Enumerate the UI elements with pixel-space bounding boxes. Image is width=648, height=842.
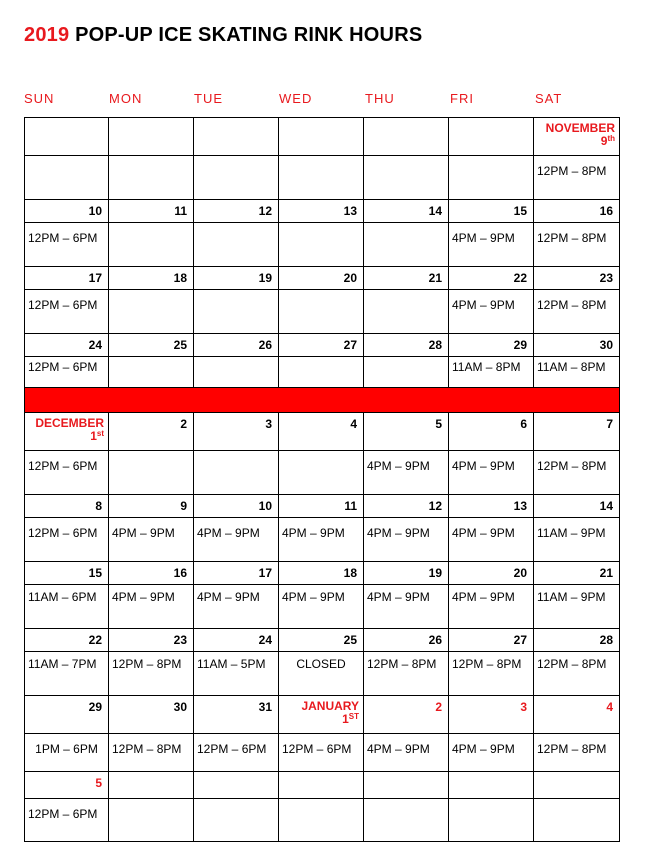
hours-cell bbox=[449, 451, 534, 494]
date-number: 18 bbox=[343, 566, 357, 580]
date-cell bbox=[24, 772, 109, 798]
hours-cell bbox=[24, 518, 109, 561]
date-cell bbox=[534, 495, 620, 517]
hours-cell bbox=[24, 585, 109, 628]
hours-text: 4PM – 9PM bbox=[452, 742, 515, 756]
month-label bbox=[546, 122, 615, 148]
closed-label: CLOSED bbox=[296, 657, 346, 671]
title-text: POP-UP ICE SKATING RINK HOURS bbox=[75, 24, 423, 46]
date-cell bbox=[534, 696, 620, 733]
hours-text: 11AM – 9PM bbox=[537, 590, 606, 604]
hours-cell bbox=[24, 799, 109, 841]
date-cell bbox=[534, 772, 620, 798]
week-date-row bbox=[24, 200, 620, 223]
date-cell bbox=[194, 118, 279, 155]
hours-cell bbox=[364, 585, 449, 628]
date-cell bbox=[534, 334, 620, 356]
date-cell bbox=[534, 413, 620, 450]
hours-cell bbox=[279, 357, 364, 387]
weekday-fri: FRI bbox=[450, 91, 474, 106]
date-cell bbox=[194, 696, 279, 733]
hours-cell bbox=[109, 585, 194, 628]
hours-cell bbox=[24, 734, 109, 771]
hours-cell bbox=[364, 652, 449, 695]
date-number: 11 bbox=[344, 499, 357, 513]
week-date-row bbox=[24, 696, 620, 734]
date-cell bbox=[194, 562, 279, 584]
hours-text: 4PM – 9PM bbox=[282, 590, 345, 604]
date-cell bbox=[194, 413, 279, 450]
date-cell bbox=[364, 200, 449, 222]
hours-cell bbox=[534, 156, 620, 199]
date-cell bbox=[364, 267, 449, 289]
hours-cell bbox=[534, 290, 620, 333]
title-year: 2019 bbox=[24, 24, 70, 46]
date-number: 16 bbox=[599, 204, 613, 218]
hours-cell bbox=[449, 357, 534, 387]
week-date-row bbox=[24, 413, 620, 451]
hours-cell bbox=[534, 734, 620, 771]
hours-cell bbox=[449, 734, 534, 771]
date-number: 27 bbox=[343, 338, 357, 352]
hours-cell bbox=[364, 799, 449, 841]
hours-text: 12PM – 6PM bbox=[28, 459, 98, 473]
week-hours-row bbox=[24, 357, 620, 388]
date-number: 28 bbox=[599, 633, 613, 647]
date-number: 12 bbox=[428, 499, 442, 513]
hours-cell bbox=[194, 290, 279, 333]
date-cell bbox=[449, 334, 534, 356]
date-cell bbox=[109, 696, 194, 733]
date-cell bbox=[194, 772, 279, 798]
month-name: NOVEMBER bbox=[545, 121, 615, 135]
hours-text: 4PM – 9PM bbox=[367, 742, 430, 756]
hours-text: 11AM – 8PM bbox=[537, 360, 606, 374]
day-ordinal-suffix: th bbox=[607, 134, 615, 143]
hours-text: 12PM – 8PM bbox=[537, 742, 607, 756]
hours-text: 12PM – 8PM bbox=[367, 657, 437, 671]
date-cell bbox=[194, 629, 279, 651]
date-cell bbox=[24, 696, 109, 733]
date-cell bbox=[449, 696, 534, 733]
hours-text: 4PM – 9PM bbox=[452, 526, 515, 540]
weekday-sun: SUN bbox=[24, 91, 55, 106]
date-cell bbox=[364, 334, 449, 356]
week-hours-row bbox=[24, 585, 620, 629]
date-cell bbox=[449, 200, 534, 222]
hours-text: 4PM – 9PM bbox=[452, 231, 515, 245]
hours-cell bbox=[24, 223, 109, 266]
hours-text: 12PM – 6PM bbox=[197, 742, 267, 756]
date-cell bbox=[534, 200, 620, 222]
date-cell bbox=[194, 334, 279, 356]
date-number: 21 bbox=[599, 566, 613, 580]
hours-text: 12PM – 8PM bbox=[537, 231, 607, 245]
date-number: 19 bbox=[258, 271, 272, 285]
hours-text: 12PM – 6PM bbox=[28, 526, 98, 540]
hours-cell bbox=[279, 799, 364, 841]
hours-cell bbox=[279, 290, 364, 333]
hours-text: 4PM – 9PM bbox=[367, 526, 430, 540]
week-hours-row bbox=[24, 799, 620, 842]
hours-cell bbox=[109, 518, 194, 561]
date-number: 22 bbox=[88, 633, 102, 647]
date-cell bbox=[279, 267, 364, 289]
hours-text: 12PM – 6PM bbox=[28, 360, 98, 374]
date-number: 13 bbox=[343, 204, 357, 218]
hours-text: 11AM – 7PM bbox=[28, 657, 97, 671]
date-cell bbox=[364, 495, 449, 517]
hours-cell bbox=[194, 652, 279, 695]
hours-text: 11AM – 8PM bbox=[452, 360, 521, 374]
hours-text: 11AM – 6PM bbox=[28, 590, 97, 604]
date-cell bbox=[364, 772, 449, 798]
month-first-day bbox=[35, 430, 104, 443]
date-cell bbox=[24, 495, 109, 517]
hours-text: 12PM – 8PM bbox=[112, 657, 182, 671]
date-number: 25 bbox=[173, 338, 187, 352]
date-number: 6 bbox=[520, 417, 527, 431]
hours-cell bbox=[364, 156, 449, 199]
date-number: 11 bbox=[174, 204, 187, 218]
hours-cell bbox=[449, 290, 534, 333]
date-cell bbox=[109, 200, 194, 222]
hours-cell bbox=[24, 357, 109, 387]
date-number: 24 bbox=[88, 338, 102, 352]
weekday-mon: MON bbox=[109, 91, 143, 106]
date-number: 26 bbox=[428, 633, 442, 647]
date-number: 19 bbox=[428, 566, 442, 580]
hours-cell bbox=[24, 156, 109, 199]
date-cell bbox=[364, 562, 449, 584]
date-cell bbox=[24, 267, 109, 289]
date-number: 3 bbox=[520, 700, 527, 714]
date-number: 2 bbox=[435, 700, 442, 714]
month-label bbox=[35, 417, 104, 443]
date-cell bbox=[279, 696, 364, 733]
date-cell bbox=[279, 562, 364, 584]
date-cell bbox=[24, 629, 109, 651]
hours-cell bbox=[24, 451, 109, 494]
hours-cell bbox=[534, 451, 620, 494]
date-number: 20 bbox=[343, 271, 357, 285]
date-number: 21 bbox=[428, 271, 442, 285]
date-cell bbox=[364, 629, 449, 651]
date-cell bbox=[279, 334, 364, 356]
hours-cell bbox=[194, 518, 279, 561]
hours-cell bbox=[534, 518, 620, 561]
weekday-sat: SAT bbox=[535, 91, 563, 106]
date-cell bbox=[449, 629, 534, 651]
month-name: JANUARY bbox=[301, 699, 359, 713]
date-number: 20 bbox=[513, 566, 527, 580]
date-cell bbox=[279, 118, 364, 155]
date-number: 8 bbox=[95, 499, 102, 513]
day-ordinal-suffix: ST bbox=[348, 712, 359, 721]
hours-cell bbox=[449, 518, 534, 561]
date-cell bbox=[449, 562, 534, 584]
hours-cell bbox=[109, 652, 194, 695]
hours-cell bbox=[194, 223, 279, 266]
date-number: 4 bbox=[606, 700, 613, 714]
date-number: 27 bbox=[513, 633, 527, 647]
week-date-row bbox=[24, 267, 620, 290]
date-cell bbox=[279, 200, 364, 222]
date-cell bbox=[534, 267, 620, 289]
hours-text: 4PM – 9PM bbox=[112, 590, 175, 604]
date-number: 5 bbox=[435, 417, 442, 431]
month-name: DECEMBER bbox=[35, 416, 104, 430]
calendar-grid bbox=[24, 117, 620, 842]
hours-cell bbox=[109, 734, 194, 771]
date-cell bbox=[24, 562, 109, 584]
date-number: 3 bbox=[265, 417, 272, 431]
hours-cell bbox=[279, 451, 364, 494]
date-cell bbox=[109, 629, 194, 651]
hours-cell bbox=[24, 652, 109, 695]
date-cell bbox=[534, 118, 620, 155]
week-date-row bbox=[24, 772, 620, 799]
hours-cell bbox=[534, 585, 620, 628]
hours-cell bbox=[109, 290, 194, 333]
hours-cell bbox=[194, 734, 279, 771]
week-date-row bbox=[24, 334, 620, 357]
hours-cell bbox=[364, 290, 449, 333]
hours-text: 12PM – 8PM bbox=[537, 164, 607, 178]
hours-cell bbox=[449, 156, 534, 199]
week-date-row bbox=[24, 117, 620, 156]
date-number: 5 bbox=[95, 776, 102, 790]
date-cell bbox=[194, 495, 279, 517]
week-date-row bbox=[24, 629, 620, 652]
hours-text: 4PM – 9PM bbox=[282, 526, 345, 540]
hours-text: 12PM – 8PM bbox=[112, 742, 182, 756]
date-cell bbox=[24, 200, 109, 222]
date-number: 31 bbox=[258, 700, 272, 714]
date-cell bbox=[109, 267, 194, 289]
date-cell bbox=[279, 629, 364, 651]
hours-cell bbox=[24, 290, 109, 333]
hours-cell bbox=[279, 223, 364, 266]
hours-text: 4PM – 9PM bbox=[452, 590, 515, 604]
date-number: 2 bbox=[180, 417, 187, 431]
date-number: 4 bbox=[350, 417, 357, 431]
page-title bbox=[24, 24, 422, 47]
hours-cell bbox=[534, 357, 620, 387]
date-number: 30 bbox=[599, 338, 613, 352]
date-number: 24 bbox=[258, 633, 272, 647]
hours-cell bbox=[449, 799, 534, 841]
hours-cell bbox=[449, 652, 534, 695]
date-number: 14 bbox=[428, 204, 442, 218]
date-number: 26 bbox=[258, 338, 272, 352]
month-first-day bbox=[301, 713, 359, 726]
weekday-wed: WED bbox=[279, 91, 313, 106]
date-cell bbox=[449, 267, 534, 289]
hours-cell bbox=[449, 585, 534, 628]
date-cell bbox=[364, 118, 449, 155]
hours-text: 4PM – 9PM bbox=[367, 459, 430, 473]
hours-cell bbox=[534, 652, 620, 695]
date-number: 17 bbox=[88, 271, 102, 285]
date-cell bbox=[24, 118, 109, 155]
date-number: 25 bbox=[343, 633, 357, 647]
date-cell bbox=[449, 413, 534, 450]
day-ordinal-suffix: st bbox=[96, 429, 104, 438]
hours-text: 4PM – 9PM bbox=[197, 526, 260, 540]
week-hours-row bbox=[24, 290, 620, 334]
date-number: 30 bbox=[173, 700, 187, 714]
date-cell bbox=[449, 495, 534, 517]
weekday-header bbox=[24, 91, 620, 107]
week-date-row bbox=[24, 495, 620, 518]
date-number: 10 bbox=[88, 204, 102, 218]
date-number: 16 bbox=[173, 566, 187, 580]
hours-cell bbox=[279, 518, 364, 561]
date-cell bbox=[109, 562, 194, 584]
date-cell bbox=[194, 200, 279, 222]
hours-text: 12PM – 6PM bbox=[282, 742, 352, 756]
hours-cell bbox=[194, 156, 279, 199]
date-number: 17 bbox=[258, 566, 272, 580]
week-hours-row bbox=[24, 451, 620, 495]
hours-cell bbox=[194, 799, 279, 841]
hours-text: 12PM – 6PM bbox=[28, 298, 98, 312]
date-number: 29 bbox=[88, 700, 102, 714]
weekday-tue: TUE bbox=[194, 91, 223, 106]
hours-cell bbox=[194, 585, 279, 628]
hours-text: 4PM – 9PM bbox=[197, 590, 260, 604]
hours-text: 4PM – 9PM bbox=[452, 459, 515, 473]
hours-cell bbox=[194, 357, 279, 387]
hours-text: 12PM – 8PM bbox=[452, 657, 522, 671]
hours-text: 12PM – 8PM bbox=[537, 459, 607, 473]
hours-cell bbox=[109, 156, 194, 199]
date-number: 13 bbox=[513, 499, 527, 513]
month-divider-bar bbox=[24, 388, 620, 413]
hours-text: 4PM – 9PM bbox=[112, 526, 175, 540]
date-cell bbox=[364, 413, 449, 450]
date-number: 10 bbox=[258, 499, 272, 513]
date-number: 23 bbox=[599, 271, 613, 285]
date-number: 28 bbox=[428, 338, 442, 352]
hours-cell bbox=[109, 451, 194, 494]
date-cell bbox=[109, 334, 194, 356]
date-number: 18 bbox=[173, 271, 187, 285]
hours-text: 4PM – 9PM bbox=[452, 298, 515, 312]
hours-cell bbox=[364, 734, 449, 771]
week-hours-row bbox=[24, 734, 620, 772]
hours-cell bbox=[364, 451, 449, 494]
week-hours-row bbox=[24, 518, 620, 562]
date-number: 9 bbox=[180, 499, 187, 513]
hours-cell bbox=[534, 223, 620, 266]
date-number: 14 bbox=[599, 499, 613, 513]
month-day-number: 1 bbox=[90, 429, 97, 443]
date-cell bbox=[279, 495, 364, 517]
date-cell bbox=[449, 772, 534, 798]
date-cell bbox=[24, 334, 109, 356]
month-first-day bbox=[546, 135, 615, 148]
hours-text: 12PM – 6PM bbox=[28, 807, 98, 821]
hours-cell bbox=[534, 799, 620, 841]
date-number: 12 bbox=[258, 204, 272, 218]
hours-text: 11AM – 5PM bbox=[197, 657, 266, 671]
date-cell bbox=[364, 696, 449, 733]
hours-text: 12PM – 6PM bbox=[28, 231, 98, 245]
weekday-thu: THU bbox=[365, 91, 395, 106]
date-cell bbox=[534, 629, 620, 651]
date-cell bbox=[534, 562, 620, 584]
hours-cell bbox=[364, 518, 449, 561]
hours-text: 12PM – 8PM bbox=[537, 657, 607, 671]
date-cell bbox=[279, 772, 364, 798]
hours-cell bbox=[279, 156, 364, 199]
date-cell bbox=[24, 413, 109, 450]
date-cell bbox=[109, 495, 194, 517]
date-number: 15 bbox=[513, 204, 527, 218]
week-date-row bbox=[24, 562, 620, 585]
date-cell bbox=[194, 267, 279, 289]
date-number: 22 bbox=[513, 271, 527, 285]
date-cell bbox=[109, 772, 194, 798]
date-number: 7 bbox=[606, 417, 613, 431]
hours-cell bbox=[194, 451, 279, 494]
week-hours-row bbox=[24, 156, 620, 200]
date-number: 23 bbox=[173, 633, 187, 647]
hours-text: 1PM – 6PM bbox=[35, 742, 98, 756]
hours-cell bbox=[109, 223, 194, 266]
date-cell bbox=[449, 118, 534, 155]
hours-text: 4PM – 9PM bbox=[367, 590, 430, 604]
month-day-number: 1 bbox=[342, 712, 349, 726]
hours-text: 12PM – 8PM bbox=[537, 298, 607, 312]
hours-cell bbox=[449, 223, 534, 266]
date-cell bbox=[279, 413, 364, 450]
week-hours-row bbox=[24, 652, 620, 696]
hours-cell bbox=[279, 734, 364, 771]
hours-text: 11AM – 9PM bbox=[537, 526, 606, 540]
hours-cell bbox=[364, 357, 449, 387]
hours-cell bbox=[109, 799, 194, 841]
hours-cell bbox=[279, 652, 364, 695]
month-label bbox=[301, 700, 359, 726]
date-number: 15 bbox=[88, 566, 102, 580]
month-day-number: 9 bbox=[600, 134, 608, 148]
date-number: 29 bbox=[513, 338, 527, 352]
week-hours-row bbox=[24, 223, 620, 267]
date-cell bbox=[109, 413, 194, 450]
date-cell bbox=[109, 118, 194, 155]
hours-cell bbox=[109, 357, 194, 387]
hours-cell bbox=[364, 223, 449, 266]
hours-cell bbox=[279, 585, 364, 628]
